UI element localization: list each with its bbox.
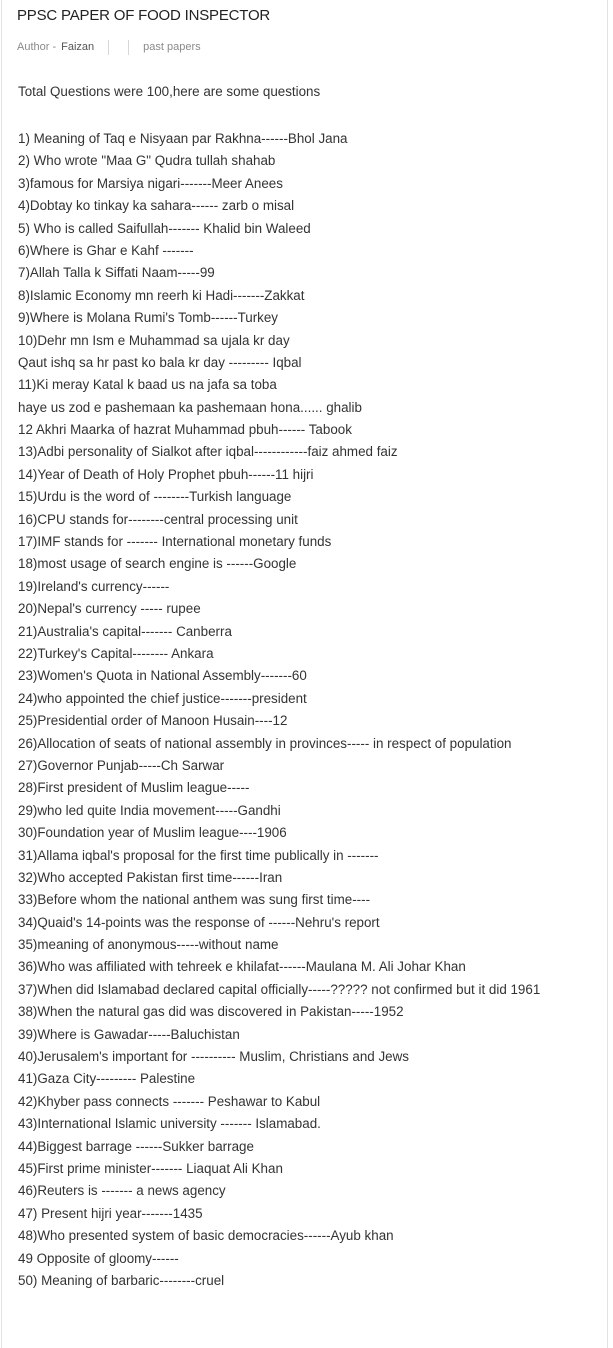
- question-line: 29)who led quite India movement-----Gandhi: [18, 802, 281, 818]
- question-line: 11)Ki meray Katal k baad us na jafa sa toba: [18, 377, 277, 393]
- question-line: 37)When did Islamabad declared capital officially-----????? not confirmed but it did 1961: [18, 981, 541, 997]
- author-name-link[interactable]: Faizan: [61, 41, 95, 53]
- question-line: 33)Before whom the national anthem was sung first time----: [18, 892, 371, 908]
- question-line: 48)Who presented system of basic democracies------Ayub khan: [18, 1228, 394, 1244]
- question-line: 45)First prime minister------- Liaquat Ali Khan: [18, 1160, 283, 1176]
- question-line: 22)Turkey's Capital-------- Ankara: [18, 645, 214, 661]
- question-line: 16)CPU stands for--------central processing unit: [18, 511, 298, 527]
- question-line: 47) Present hijri year-------1435: [18, 1205, 203, 1221]
- question-line: 32)Who accepted Pakistan first time------Iran: [18, 869, 283, 885]
- category-link[interactable]: past papers: [143, 41, 201, 53]
- post-meta: [17, 39, 201, 55]
- question-line: 49 Opposite of gloomy------: [18, 1250, 179, 1266]
- question-line: 15)Urdu is the word of --------Turkish language: [18, 489, 292, 505]
- question-line: 19)Ireland's currency------: [18, 578, 170, 594]
- question-line: 39)Where is Gawadar-----Baluchistan: [18, 1026, 240, 1042]
- question-line: 42)Khyber pass connects ------- Peshawar to Kabul: [18, 1093, 321, 1109]
- post-intro: Total Questions were 100,here are some questions: [18, 84, 321, 99]
- question-line: 36)Who was affiliated with tehreek e khilafat------Maulana M. Ali Johar Khan: [18, 959, 466, 975]
- question-line: haye us zod e pashemaan ka pashemaan hona...... ghalib: [18, 399, 362, 415]
- question-line: 5) Who is called Saifullah------- Khalid bin Waleed: [18, 220, 311, 236]
- question-line: 43)International Islamic university ------- Islamabad.: [18, 1116, 321, 1132]
- question-line: 3)famous for Marsiya nigari-------Meer Anees: [18, 175, 283, 191]
- question-line: 30)Foundation year of Muslim league----1906: [18, 825, 287, 841]
- question-line: 44)Biggest barrage ------Sukker barrage: [18, 1138, 254, 1154]
- question-line: 1) Meaning of Taq e Nisyaan par Rakhna------Bhol Jana: [18, 131, 348, 146]
- question-line: 25)Presidential order of Manoon Husain----12: [18, 713, 288, 729]
- meta-divider: [128, 40, 129, 55]
- question-line: 17)IMF stands for ------- International monetary funds: [18, 534, 332, 550]
- question-line: 26)Allocation of seats of national assembly in provinces----- in respect of population: [18, 735, 512, 751]
- question-line: 23)Women's Quota in National Assembly-------60: [18, 668, 307, 684]
- question-line: 6)Where is Ghar e Kahf -------: [18, 242, 194, 258]
- question-line: 18)most usage of search engine is ------Google: [18, 556, 297, 572]
- author-label: Author -: [17, 41, 57, 53]
- question-line: 4)Dobtay ko tinkay ka sahara------ zarb o misal: [18, 198, 295, 214]
- question-line: 34)Quaid's 14-points was the response of ------Nehru's report: [18, 914, 380, 930]
- question-line: 38)When the natural gas did was discovered in Pakistan-----1952: [18, 1004, 404, 1020]
- question-line: 35)meaning of anonymous-----without name: [18, 937, 279, 953]
- question-line: 2) Who wrote "Maa G" Qudra tullah shahab: [18, 153, 276, 169]
- question-line: 46)Reuters is ------- a news agency: [18, 1183, 226, 1199]
- question-line: 28)First president of Muslim league-----: [18, 780, 250, 796]
- question-list: [18, 128, 540, 1292]
- post-card: [1, 0, 608, 1348]
- question-line: 7)Allah Talla k Siffati Naam-----99: [18, 265, 215, 281]
- question-line: 24)who appointed the chief justice-------president: [18, 690, 307, 706]
- question-line: 40)Jerusalem's important for ---------- Muslim, Christians and Jews: [18, 1049, 409, 1065]
- question-line: 41)Gaza City--------- Palestine: [18, 1071, 196, 1087]
- question-line: 20)Nepal's currency ----- rupee: [18, 601, 201, 617]
- question-line: 13)Adbi personality of Sialkot after iqbal------------faiz ahmed faiz: [18, 444, 398, 460]
- question-line: 10)Dehr mn Ism e Muhammad sa ujala kr day: [18, 332, 290, 348]
- meta-divider: [108, 40, 109, 55]
- question-line: 21)Australia's capital------- Canberra: [18, 623, 232, 639]
- question-line: Qaut ishq sa hr past ko bala kr day --------- Iqbal: [18, 354, 302, 370]
- question-line: 9)Where is Molana Rumi's Tomb------Turkey: [18, 310, 278, 326]
- question-line: 50) Meaning of barbaric--------cruel: [18, 1272, 225, 1288]
- post-title: PPSC PAPER OF FOOD INSPECTOR: [17, 7, 271, 24]
- question-line: 14)Year of Death of Holy Prophet pbuh------11 hijri: [18, 466, 314, 482]
- question-line: 31)Allama iqbal's proposal for the first time publically in -------: [18, 847, 379, 863]
- question-line: 8)Islamic Economy mn reerh ki Hadi-------Zakkat: [18, 287, 305, 303]
- question-line: 12 Akhri Maarka of hazrat Muhammad pbuh------ Tabook: [18, 422, 352, 438]
- question-line: 27)Governor Punjab-----Ch Sarwar: [18, 757, 225, 773]
